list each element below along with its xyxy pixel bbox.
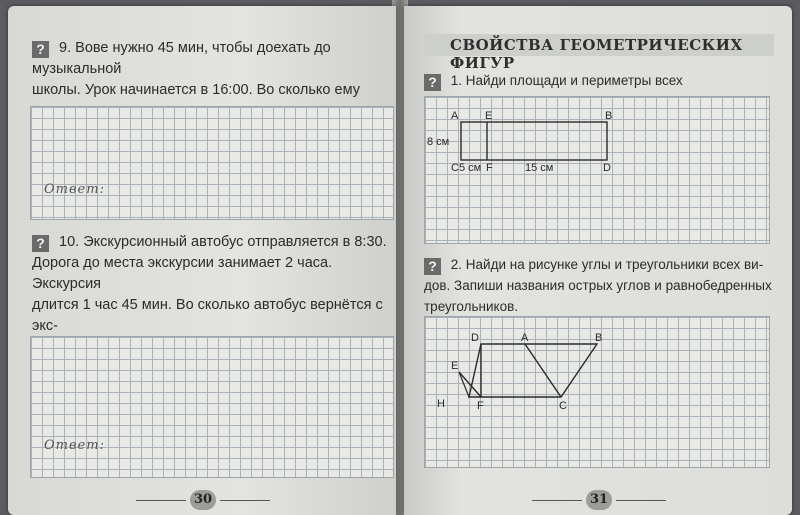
label-A: A [521, 332, 529, 344]
label-H: H [437, 398, 445, 410]
task-10-number: 10. [59, 234, 80, 250]
label-15cm: 15 см [525, 162, 554, 174]
task-2-line-2: дов. Запиши названия острых углов и равнобедренных [424, 278, 772, 293]
task-2-text [424, 254, 786, 317]
question-icon: ? [32, 41, 49, 58]
task-1-figure-grid [424, 96, 770, 244]
left-page [8, 6, 396, 515]
label-C: C [451, 162, 459, 174]
task-2-figure-grid [424, 316, 770, 468]
page-number-rule-left [532, 500, 582, 501]
angles-figure [425, 317, 769, 467]
label-F: F [486, 162, 493, 174]
page-number-rule-right [616, 500, 666, 501]
label-side-8cm: 8 см [427, 136, 450, 148]
page-number-30: 30 [190, 490, 216, 510]
task-9-line-1: Вове нужно 45 мин, чтобы доехать до музыкальной [32, 40, 331, 77]
task-1-line: 1. Найди площади и периметры всех [450, 73, 683, 88]
question-icon: ? [424, 74, 441, 91]
task-10-answer-label: Ответ: [44, 438, 105, 453]
label-D: D [603, 162, 611, 174]
task-2-line-3: треугольников. [424, 299, 519, 314]
task-10-line-1: Экскурсионный автобус отправляется в 8:30. [83, 234, 387, 250]
page-number-rule-left [136, 500, 186, 501]
task-10-line-2: Дорога до места экскурсии занимает 2 часа. Экскурсия [32, 255, 333, 292]
label-B: B [605, 110, 613, 122]
task-10-answer-grid[interactable] [30, 336, 394, 478]
task-9-line-2: школы. Урок начинается в 16:00. Во сколько ему [32, 82, 360, 98]
label-5cm: 5 см [459, 162, 482, 174]
label-A: A [451, 110, 459, 122]
section-title: СВОЙСТВА ГЕОМЕТРИЧЕСКИХ ФИГУР [450, 36, 743, 72]
task-9-answer-label: Ответ: [44, 182, 105, 197]
question-icon: ? [424, 258, 441, 275]
rectangle-ABCD [461, 122, 607, 160]
label-E: E [451, 360, 459, 372]
label-F: F [477, 400, 484, 412]
label-B: B [595, 332, 603, 344]
rectangles-figure [425, 97, 769, 243]
task-9-number: 9. [59, 40, 72, 56]
segment-AC [525, 344, 561, 397]
segment-EH [459, 372, 469, 397]
task-2-line-1: 2. Найди на рисунке углы и треугольники всех ви- [450, 257, 764, 272]
parallelogram-DBCH [469, 344, 597, 397]
task-10-line-3: длится 1 час 45 мин. Во сколько автобус вернётся с экс- [32, 297, 383, 334]
question-icon: ? [32, 235, 49, 252]
right-page [404, 6, 792, 515]
page-number-31: 31 [586, 490, 612, 510]
page-number-rule-right [220, 500, 270, 501]
label-D: D [471, 332, 479, 344]
label-C: C [559, 400, 567, 412]
task-9-answer-grid[interactable] [30, 106, 394, 220]
label-E: E [485, 110, 493, 122]
